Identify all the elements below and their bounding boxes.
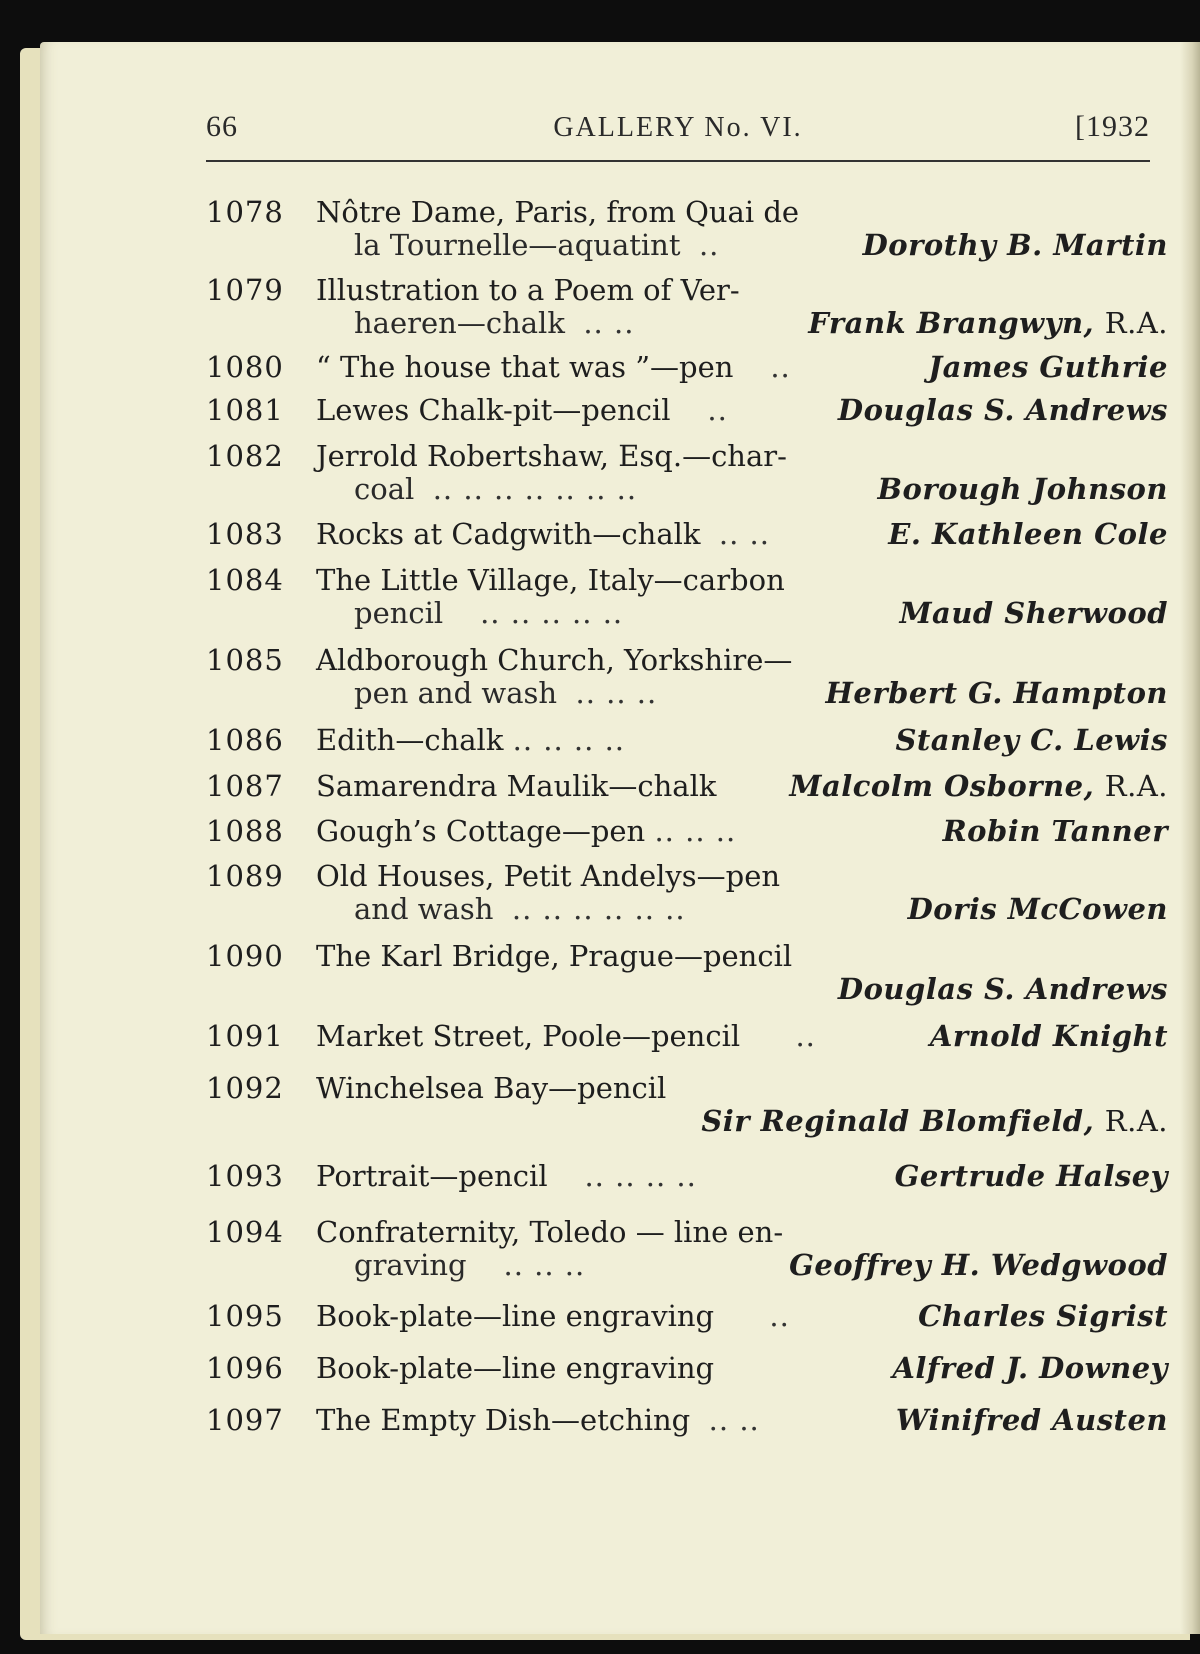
leader-dots: .. (770, 350, 791, 384)
entry-title: The Empty Dish—etching .. .. (316, 1403, 760, 1437)
artist-name: Doris McCowen (907, 892, 1168, 926)
entry-title: Book-plate—line engraving (316, 1351, 715, 1385)
entry-title: Edith—chalk .. .. .. .. (316, 723, 626, 757)
entry-title: The Little Village, Italy—carbon (316, 563, 785, 597)
leader-dots: .. (707, 393, 728, 427)
entry-title: Aldborough Church, Yorkshire— (316, 643, 793, 677)
entry-title-continued: la Tournelle—aquatint .. (354, 228, 720, 262)
entry-title-continued: coal .. .. .. .. .. .. .. (354, 472, 638, 506)
artist-name: Maud Sherwood (899, 596, 1168, 630)
entry-title-continued: pencil .. .. .. .. .. (354, 596, 624, 630)
artist-name: Charles Sigrist (918, 1299, 1168, 1333)
leader-dots: .. .. .. .. (512, 723, 626, 757)
entry-number: 1085 (206, 643, 284, 677)
leader-dots: .. (795, 1019, 816, 1053)
entry-number: 1088 (206, 814, 284, 848)
entry-number: 1081 (206, 393, 284, 427)
entry-number: 1089 (206, 859, 284, 893)
entry-title: Samarendra Maulik—chalk (316, 769, 717, 803)
artist-name: E. Kathleen Cole (888, 517, 1168, 551)
leader-dots: .. (769, 1299, 790, 1333)
artist-name: Stanley C. Lewis (895, 723, 1168, 757)
artist-name: Gertrude Halsey (894, 1159, 1168, 1193)
entry-title: Nôtre Dame, Paris, from Quai de (316, 195, 800, 229)
entry-number: 1094 (206, 1215, 284, 1249)
artist-name: Dorothy B. Martin (862, 228, 1168, 262)
entry-number: 1096 (206, 1351, 284, 1385)
entry-number: 1086 (206, 723, 284, 757)
artist-name: Frank Brangwyn, R.A. (808, 306, 1168, 340)
leader-dots: .. .. .. .. (584, 1159, 697, 1193)
entry-title-continued: graving .. .. .. (354, 1248, 586, 1282)
entry-title: Lewes Chalk-pit—pencil .. (316, 393, 728, 427)
artist-name: Malcolm Osborne, R.A. (789, 769, 1168, 803)
entry-number: 1079 (206, 273, 284, 307)
artist-name: Douglas S. Andrews (837, 393, 1168, 427)
artist-name: Sir Reginald Blomfield, R.A. (701, 1104, 1168, 1138)
artist-name: Winifred Austen (895, 1403, 1168, 1437)
artist-name: Herbert G. Hampton (825, 676, 1168, 710)
entry-number: 1095 (206, 1299, 284, 1333)
leader-dots: .. .. .. (575, 676, 658, 710)
entry-title: Jerrold Robertshaw, Esq.—char- (316, 439, 787, 473)
entry-title: Book-plate—line engraving .. (316, 1299, 790, 1333)
artist-name: Arnold Knight (929, 1019, 1168, 1053)
leader-dots: .. (698, 228, 720, 262)
artist-name: Geoffrey H. Wedgwood (789, 1248, 1168, 1282)
entry-title: “ The house that was ”—pen .. (316, 350, 791, 384)
leader-dots: .. .. (708, 1403, 760, 1437)
entry-title: Rocks at Cadgwith—chalk .. .. (316, 517, 770, 551)
entry-number: 1092 (206, 1071, 284, 1105)
leader-dots: .. .. .. (503, 1248, 586, 1282)
leader-dots: .. .. .. .. .. .. (511, 892, 686, 926)
entry-number: 1090 (206, 939, 284, 973)
leader-dots: .. .. .. .. .. .. .. (432, 472, 638, 506)
entry-number: 1097 (206, 1403, 284, 1437)
leader-dots: .. .. .. .. .. (480, 596, 624, 630)
entry-number: 1083 (206, 517, 284, 551)
entry-number: 1087 (206, 769, 284, 803)
entry-title: The Karl Bridge, Prague—pencil (316, 939, 793, 973)
entry-title-continued: and wash .. .. .. .. .. .. (354, 892, 686, 926)
artist-name: Douglas S. Andrews (837, 972, 1168, 1006)
entry-title-continued: haeren—chalk .. .. (354, 306, 635, 340)
artist-name: Alfred J. Downey (892, 1351, 1168, 1385)
page-number: 66 (206, 110, 238, 143)
entry-number: 1082 (206, 439, 284, 473)
entry-title: Market Street, Poole—pencil .. (316, 1019, 816, 1053)
entry-title: Gough’s Cottage—pen .. .. .. (316, 814, 737, 848)
entry-title: Illustration to a Poem of Ver- (316, 273, 740, 307)
leader-dots: .. .. (583, 306, 635, 340)
entry-title-continued: pen and wash .. .. .. (354, 676, 658, 710)
entry-number: 1093 (206, 1159, 284, 1193)
entry-title: Old Houses, Petit Andelys—pen (316, 859, 781, 893)
entry-number: 1084 (206, 563, 284, 597)
year-marker: [1932 (1075, 110, 1150, 143)
leader-dots: .. .. .. (654, 814, 737, 848)
entry-title: Confraternity, Toledo — line en- (316, 1215, 784, 1249)
artist-name: James Guthrie (928, 350, 1168, 384)
artist-name: Borough Johnson (877, 472, 1168, 506)
entry-number: 1078 (206, 195, 284, 229)
entry-number: 1080 (206, 350, 284, 384)
entry-title: Portrait—pencil .. .. .. .. (316, 1159, 697, 1193)
artist-name: Robin Tanner (942, 814, 1168, 848)
entry-title: Winchelsea Bay—pencil (316, 1071, 667, 1105)
leader-dots: .. .. (718, 517, 770, 551)
entry-number: 1091 (206, 1019, 284, 1053)
gallery-title: GALLERY No. VI. (553, 112, 803, 143)
